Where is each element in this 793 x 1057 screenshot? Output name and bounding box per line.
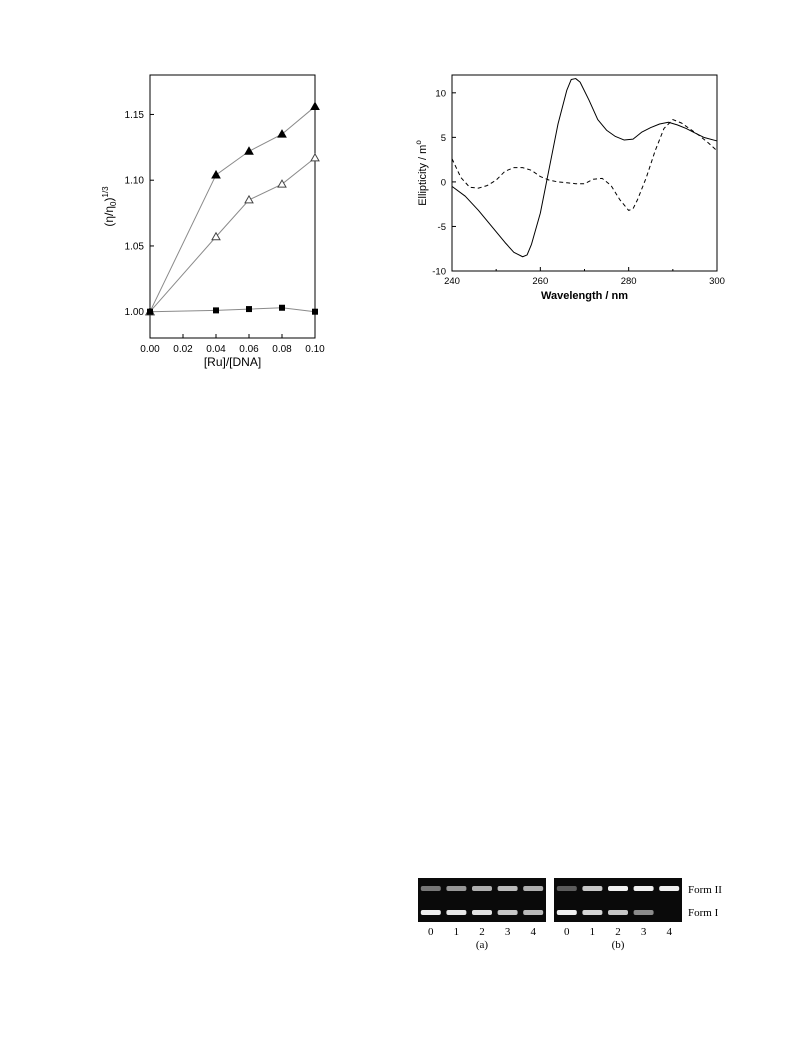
series-3-point [213,307,219,313]
y-tick-label: -10 [432,266,446,278]
x-tick-label: 0.10 [305,344,325,355]
series-2-point [311,154,319,161]
y-axis-label: Ellipticity / $m^o$ [414,140,429,206]
lane-label: 4 [666,926,672,938]
lane-label: 2 [615,926,621,938]
series-3-point [279,305,285,311]
gel-panel-b [554,878,682,922]
form-i-band [421,910,441,915]
lane-label: 0 [564,926,570,938]
form-i-band [498,910,518,915]
series-solid-line [452,79,717,257]
series-3-point [246,306,252,312]
y-tick-label: -5 [437,221,446,233]
x-tick-label: 240 [444,276,460,287]
form-ii-band [582,886,602,891]
lane-label: 0 [428,926,434,938]
form-ii-band [446,886,466,891]
form-ii-label: Form II [688,884,722,896]
viscosity-chart-svg [95,68,325,373]
series-1-point [212,171,220,178]
x-tick-label: 0.04 [206,344,226,355]
series-3-point [312,309,318,315]
x-tick-label: 0.02 [173,344,193,355]
form-i-band [582,910,602,915]
y-tick-label: 5 [440,132,446,144]
form-ii-band [634,886,654,891]
x-tick-label: 0.06 [239,344,259,355]
series-1-line [150,107,315,312]
x-tick-label: 280 [620,276,637,287]
cd-spectrum-chart [412,68,732,318]
gel-panel-caption: (a) [475,939,489,951]
y-tick-label: 1.10 [124,175,144,187]
form-ii-band [557,886,577,891]
plot-frame [150,75,315,338]
form-i-band [446,910,466,915]
x-axis-label: [Ru]/[DNA] [203,355,262,369]
form-ii-band [472,886,492,891]
x-axis-label: Wavelength / nm [541,290,628,302]
series-2-line [150,158,315,312]
gel-electrophoresis-figure [416,872,736,952]
form-ii-band [421,886,441,891]
form-ii-band [498,886,518,891]
series-1-point [311,103,319,110]
form-ii-band [608,886,628,891]
form-i-band [472,910,492,915]
y-tick-label: 10 [435,88,446,100]
y-tick-label: 0 [440,177,446,189]
series-dashed-line [452,120,717,211]
x-tick-label: 300 [709,276,725,287]
viscosity-chart [95,68,325,373]
form-i-band [634,910,654,915]
form-i-band [557,910,577,915]
gel-panel-a [418,878,546,922]
plot-frame [452,75,717,271]
cd-spectrum-chart-svg [412,68,732,318]
gel-panel-caption: (b) [611,939,625,951]
lane-label: 2 [479,926,485,938]
form-i-band [608,910,628,915]
series-1-point [245,147,253,154]
lane-label: 4 [530,926,536,938]
x-tick-label: 260 [532,276,549,287]
form-i-band [523,910,543,915]
y-axis-label: $(\eta/\eta_0)^{1/3}$ [101,186,118,227]
form-ii-band [523,886,543,891]
y-tick-label: 1.00 [124,307,144,319]
series-2-point [245,196,253,203]
form-i-label: Form I [688,907,719,919]
y-tick-label: 1.05 [124,241,144,253]
x-tick-label: 0.00 [140,344,160,355]
y-tick-label: 1.15 [124,109,144,121]
lane-label: 3 [640,926,647,938]
x-tick-label: 0.08 [272,344,292,355]
gel-figure-svg [416,872,736,952]
lane-label: 3 [504,926,511,938]
form-ii-band [659,886,679,891]
lane-label: 1 [453,926,460,938]
series-2-point [278,180,286,187]
series-3-line [150,308,315,312]
lane-label: 1 [589,926,596,938]
series-3-point [147,309,153,315]
